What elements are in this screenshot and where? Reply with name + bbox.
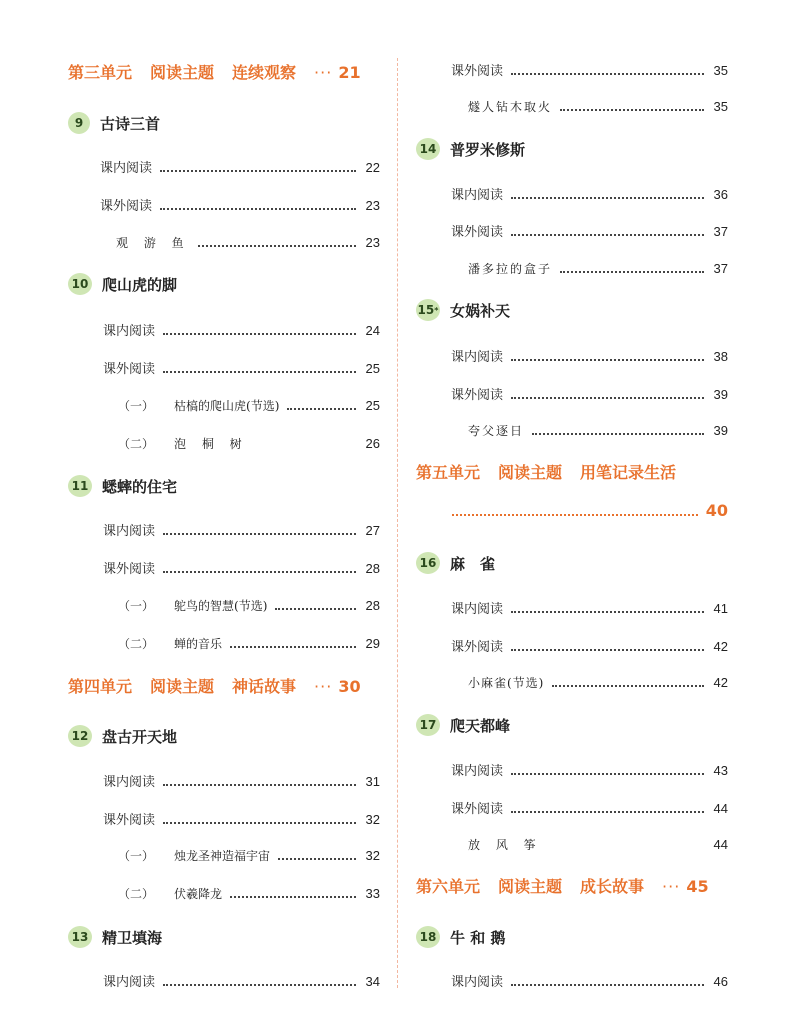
entry-label: 课内阅读: [451, 188, 504, 203]
unit-name: 第六单元: [416, 877, 481, 896]
dot-leader: [511, 773, 704, 775]
lesson-9[interactable]: [68, 112, 380, 134]
entry-number: （一）: [118, 849, 155, 863]
entry-label: 课外阅读: [103, 362, 156, 377]
unit-leader: ···: [314, 677, 333, 696]
entry-page: 44: [713, 801, 728, 816]
unit-theme-label: 阅读主题: [150, 677, 215, 696]
lesson-number-badge: 16: [416, 552, 440, 574]
dot-leader: [163, 371, 356, 373]
column-divider: [397, 58, 398, 988]
entry-page: 42: [713, 675, 728, 690]
entry-page: 37: [713, 261, 728, 276]
unit-leader: [452, 514, 698, 516]
lesson-title: 普罗米修斯: [450, 140, 526, 159]
entry-page: 23: [365, 198, 380, 213]
toc-subentry[interactable]: [118, 635, 380, 652]
entry-label: 课内阅读: [103, 324, 156, 339]
dot-leader: [511, 649, 704, 651]
lesson-12[interactable]: [68, 725, 380, 747]
entry-label: 课内阅读: [451, 764, 504, 779]
entry-label: 小麻雀(节选): [468, 676, 545, 690]
entry-page: 35: [713, 63, 728, 78]
dot-leader: [511, 984, 704, 986]
unit-name: 第五单元: [416, 463, 481, 482]
entry-label: 课外阅读: [103, 813, 156, 828]
entry-label: 课外阅读: [451, 225, 504, 240]
dot-leader: [160, 170, 356, 172]
entry-label: 课内阅读: [451, 602, 504, 617]
lesson-title: 爬山虎的脚: [102, 275, 178, 294]
entry-page: 25: [365, 361, 380, 376]
entry-label: 课外阅读: [451, 640, 504, 655]
entry-page: 35: [713, 99, 728, 114]
lesson-number-badge: 14: [416, 138, 440, 160]
lesson-18[interactable]: [416, 926, 728, 948]
toc-entry[interactable]: [451, 760, 728, 779]
entry-number: （二）: [118, 887, 155, 901]
entry-label: 课外阅读: [100, 199, 153, 214]
entry-label: 课内阅读: [100, 161, 153, 176]
unit-leader: ···: [662, 877, 681, 896]
entry-label: 夸父逐日: [468, 424, 525, 438]
entry-page: 34: [365, 974, 380, 989]
unit-theme-label: 阅读主题: [498, 877, 563, 896]
entry-label: 课内阅读: [103, 524, 156, 539]
toc-subentry[interactable]: [468, 674, 728, 691]
entry-page: 28: [365, 561, 380, 576]
toc-subentry[interactable]: [116, 234, 380, 251]
lesson-15[interactable]: [416, 299, 728, 321]
lesson-title: 爬天都峰: [450, 716, 511, 735]
entry-label: 课内阅读: [451, 975, 504, 990]
entry-number: （二）: [118, 437, 155, 451]
entry-label: 枯槁的爬山虎(节选): [174, 399, 280, 413]
unit-theme: 用笔记录生活: [580, 463, 677, 482]
unit-leader: ···: [314, 63, 333, 82]
entry-label: 课外阅读: [451, 802, 504, 817]
unit-page: 45: [686, 877, 709, 896]
dot-leader: [256, 446, 356, 448]
toc-subentry[interactable]: [468, 836, 728, 853]
toc-entry[interactable]: [451, 798, 728, 817]
entry-label: 课外阅读: [451, 388, 504, 403]
entry-label: 课内阅读: [103, 775, 156, 790]
entry-label: 潘多拉的盒子: [468, 262, 553, 276]
lesson-number-badge: 18: [416, 926, 440, 948]
dot-leader: [552, 685, 704, 687]
lesson-title: 精卫填海: [102, 928, 163, 947]
unit-page: 30: [338, 677, 361, 696]
entry-label: 伏羲降龙: [174, 887, 223, 901]
toc-subentry[interactable]: [118, 847, 380, 864]
entry-page: 38: [713, 349, 728, 364]
entry-page: 32: [365, 812, 380, 827]
entry-page: 27: [365, 523, 380, 538]
entry-page: 32: [365, 848, 380, 863]
entry-label: 泡 桐 树: [174, 437, 248, 451]
unit-theme: 成长故事: [580, 877, 645, 896]
toc-entry[interactable]: [451, 221, 728, 240]
lesson-title: 古诗三首: [100, 114, 161, 133]
lesson-number-badge: [416, 299, 440, 321]
toc-entry[interactable]: [100, 157, 380, 176]
toc-entry[interactable]: [103, 558, 380, 577]
lesson-title: 牛 和 鹅: [450, 928, 506, 947]
lesson-number-badge: 17: [416, 714, 440, 736]
dot-leader: [163, 533, 356, 535]
toc-entry[interactable]: [103, 520, 380, 539]
entry-page: 31: [365, 774, 380, 789]
entry-page: 29: [365, 636, 380, 651]
unit4-heading[interactable]: [68, 674, 380, 697]
toc-entry[interactable]: [451, 636, 728, 655]
dot-leader: [511, 397, 704, 399]
unit6-heading[interactable]: [416, 874, 728, 897]
entry-label: 放 风 筝: [468, 838, 542, 852]
entry-page: 37: [713, 224, 728, 239]
entry-page: 44: [713, 837, 728, 852]
lesson-11[interactable]: [68, 475, 380, 497]
dot-leader: [163, 571, 356, 573]
badge-mark: *: [434, 305, 439, 315]
toc-subentry[interactable]: [468, 260, 728, 277]
entry-page: 39: [713, 387, 728, 402]
lesson-title: 麻 雀: [450, 554, 496, 573]
toc-entry[interactable]: [451, 598, 728, 617]
lesson-number-badge: 9: [68, 112, 90, 134]
toc-entry[interactable]: [103, 971, 380, 990]
unit-name: 第三单元: [68, 63, 133, 82]
entry-page: 41: [713, 601, 728, 616]
entry-label: 课内阅读: [451, 350, 504, 365]
toc-subentry[interactable]: [468, 422, 728, 439]
dot-leader: [511, 811, 704, 813]
entry-page: 42: [713, 639, 728, 654]
toc-entry[interactable]: [451, 60, 728, 79]
dot-leader: [230, 896, 356, 898]
entry-label: 燧人钻木取火: [468, 100, 553, 114]
entry-label: 课外阅读: [451, 64, 504, 79]
lesson-14[interactable]: [416, 138, 728, 160]
entry-number: （一）: [118, 599, 155, 613]
dot-leader: [550, 847, 704, 849]
lesson-16[interactable]: [416, 552, 728, 574]
entry-label: 烛龙圣神造福宇宙: [174, 849, 271, 863]
unit5-heading[interactable]: [416, 460, 728, 483]
entry-page: 25: [365, 398, 380, 413]
toc-entry[interactable]: [451, 384, 728, 403]
lesson-number-badge: 13: [68, 926, 92, 948]
toc-entry[interactable]: [103, 320, 380, 339]
toc-entry[interactable]: [103, 358, 380, 377]
entry-page: 46: [713, 974, 728, 989]
dot-leader: [511, 359, 704, 361]
lesson-title: 蟋蟀的住宅: [102, 477, 178, 496]
entry-page: 33: [365, 886, 380, 901]
lesson-title: 盘古开天地: [102, 727, 178, 746]
toc-entry[interactable]: [103, 809, 380, 828]
entry-label: 课内阅读: [103, 975, 156, 990]
toc-subentry[interactable]: [118, 435, 380, 452]
entry-page: 26: [365, 436, 380, 451]
dot-leader: [230, 646, 356, 648]
badge-number: 15: [417, 303, 435, 317]
dot-leader: [560, 271, 704, 273]
entry-page: 22: [365, 160, 380, 175]
dot-leader: [163, 333, 356, 335]
toc-entry[interactable]: [451, 184, 728, 203]
lesson-17[interactable]: [416, 714, 728, 736]
unit-page: 40: [705, 501, 728, 520]
dot-leader: [163, 784, 356, 786]
dot-leader: [511, 234, 704, 236]
toc-subentry[interactable]: [118, 597, 380, 614]
entry-page: 24: [365, 323, 380, 338]
toc-entry[interactable]: [451, 346, 728, 365]
dot-leader: [287, 408, 356, 410]
entry-page: 23: [365, 235, 380, 250]
unit-theme: 神话故事: [232, 677, 297, 696]
unit-theme: 连续观察: [232, 63, 297, 82]
entry-label: 蝉的音乐: [174, 637, 223, 651]
toc-entry[interactable]: [100, 195, 380, 214]
entry-label: 鸵鸟的智慧(节选): [174, 599, 268, 613]
entry-page: 39: [713, 423, 728, 438]
unit5-page-line[interactable]: [416, 501, 728, 520]
dot-leader: [278, 858, 356, 860]
dot-leader: [511, 73, 704, 75]
entry-label: 观 游 鱼: [116, 236, 190, 250]
entry-page: 43: [713, 763, 728, 778]
toc-subentry[interactable]: [468, 98, 728, 115]
toc-subentry[interactable]: [118, 397, 380, 414]
entry-number: （二）: [118, 637, 155, 651]
dot-leader: [275, 608, 356, 610]
unit-theme-label: 阅读主题: [498, 463, 563, 482]
lesson-number-badge: 11: [68, 475, 92, 497]
unit-page: 21: [338, 63, 361, 82]
lesson-10[interactable]: [68, 273, 380, 295]
unit-theme-label: 阅读主题: [150, 63, 215, 82]
dot-leader: [198, 245, 356, 247]
lesson-13[interactable]: [68, 926, 380, 948]
dot-leader: [511, 197, 704, 199]
dot-leader: [560, 109, 704, 111]
toc-entry[interactable]: [451, 971, 728, 990]
unit3-heading[interactable]: [68, 60, 380, 83]
dot-leader: [160, 208, 356, 210]
entry-page: 36: [713, 187, 728, 202]
toc-subentry[interactable]: [118, 885, 380, 902]
dot-leader: [532, 433, 704, 435]
lesson-number-badge: 12: [68, 725, 92, 747]
toc-entry[interactable]: [103, 771, 380, 790]
entry-page: 28: [365, 598, 380, 613]
entry-number: （一）: [118, 399, 155, 413]
dot-leader: [163, 984, 356, 986]
lesson-title: 女娲补天: [450, 301, 511, 320]
unit-name: 第四单元: [68, 677, 133, 696]
lesson-number-badge: 10: [68, 273, 92, 295]
dot-leader: [511, 611, 704, 613]
dot-leader: [163, 822, 356, 824]
entry-label: 课外阅读: [103, 562, 156, 577]
